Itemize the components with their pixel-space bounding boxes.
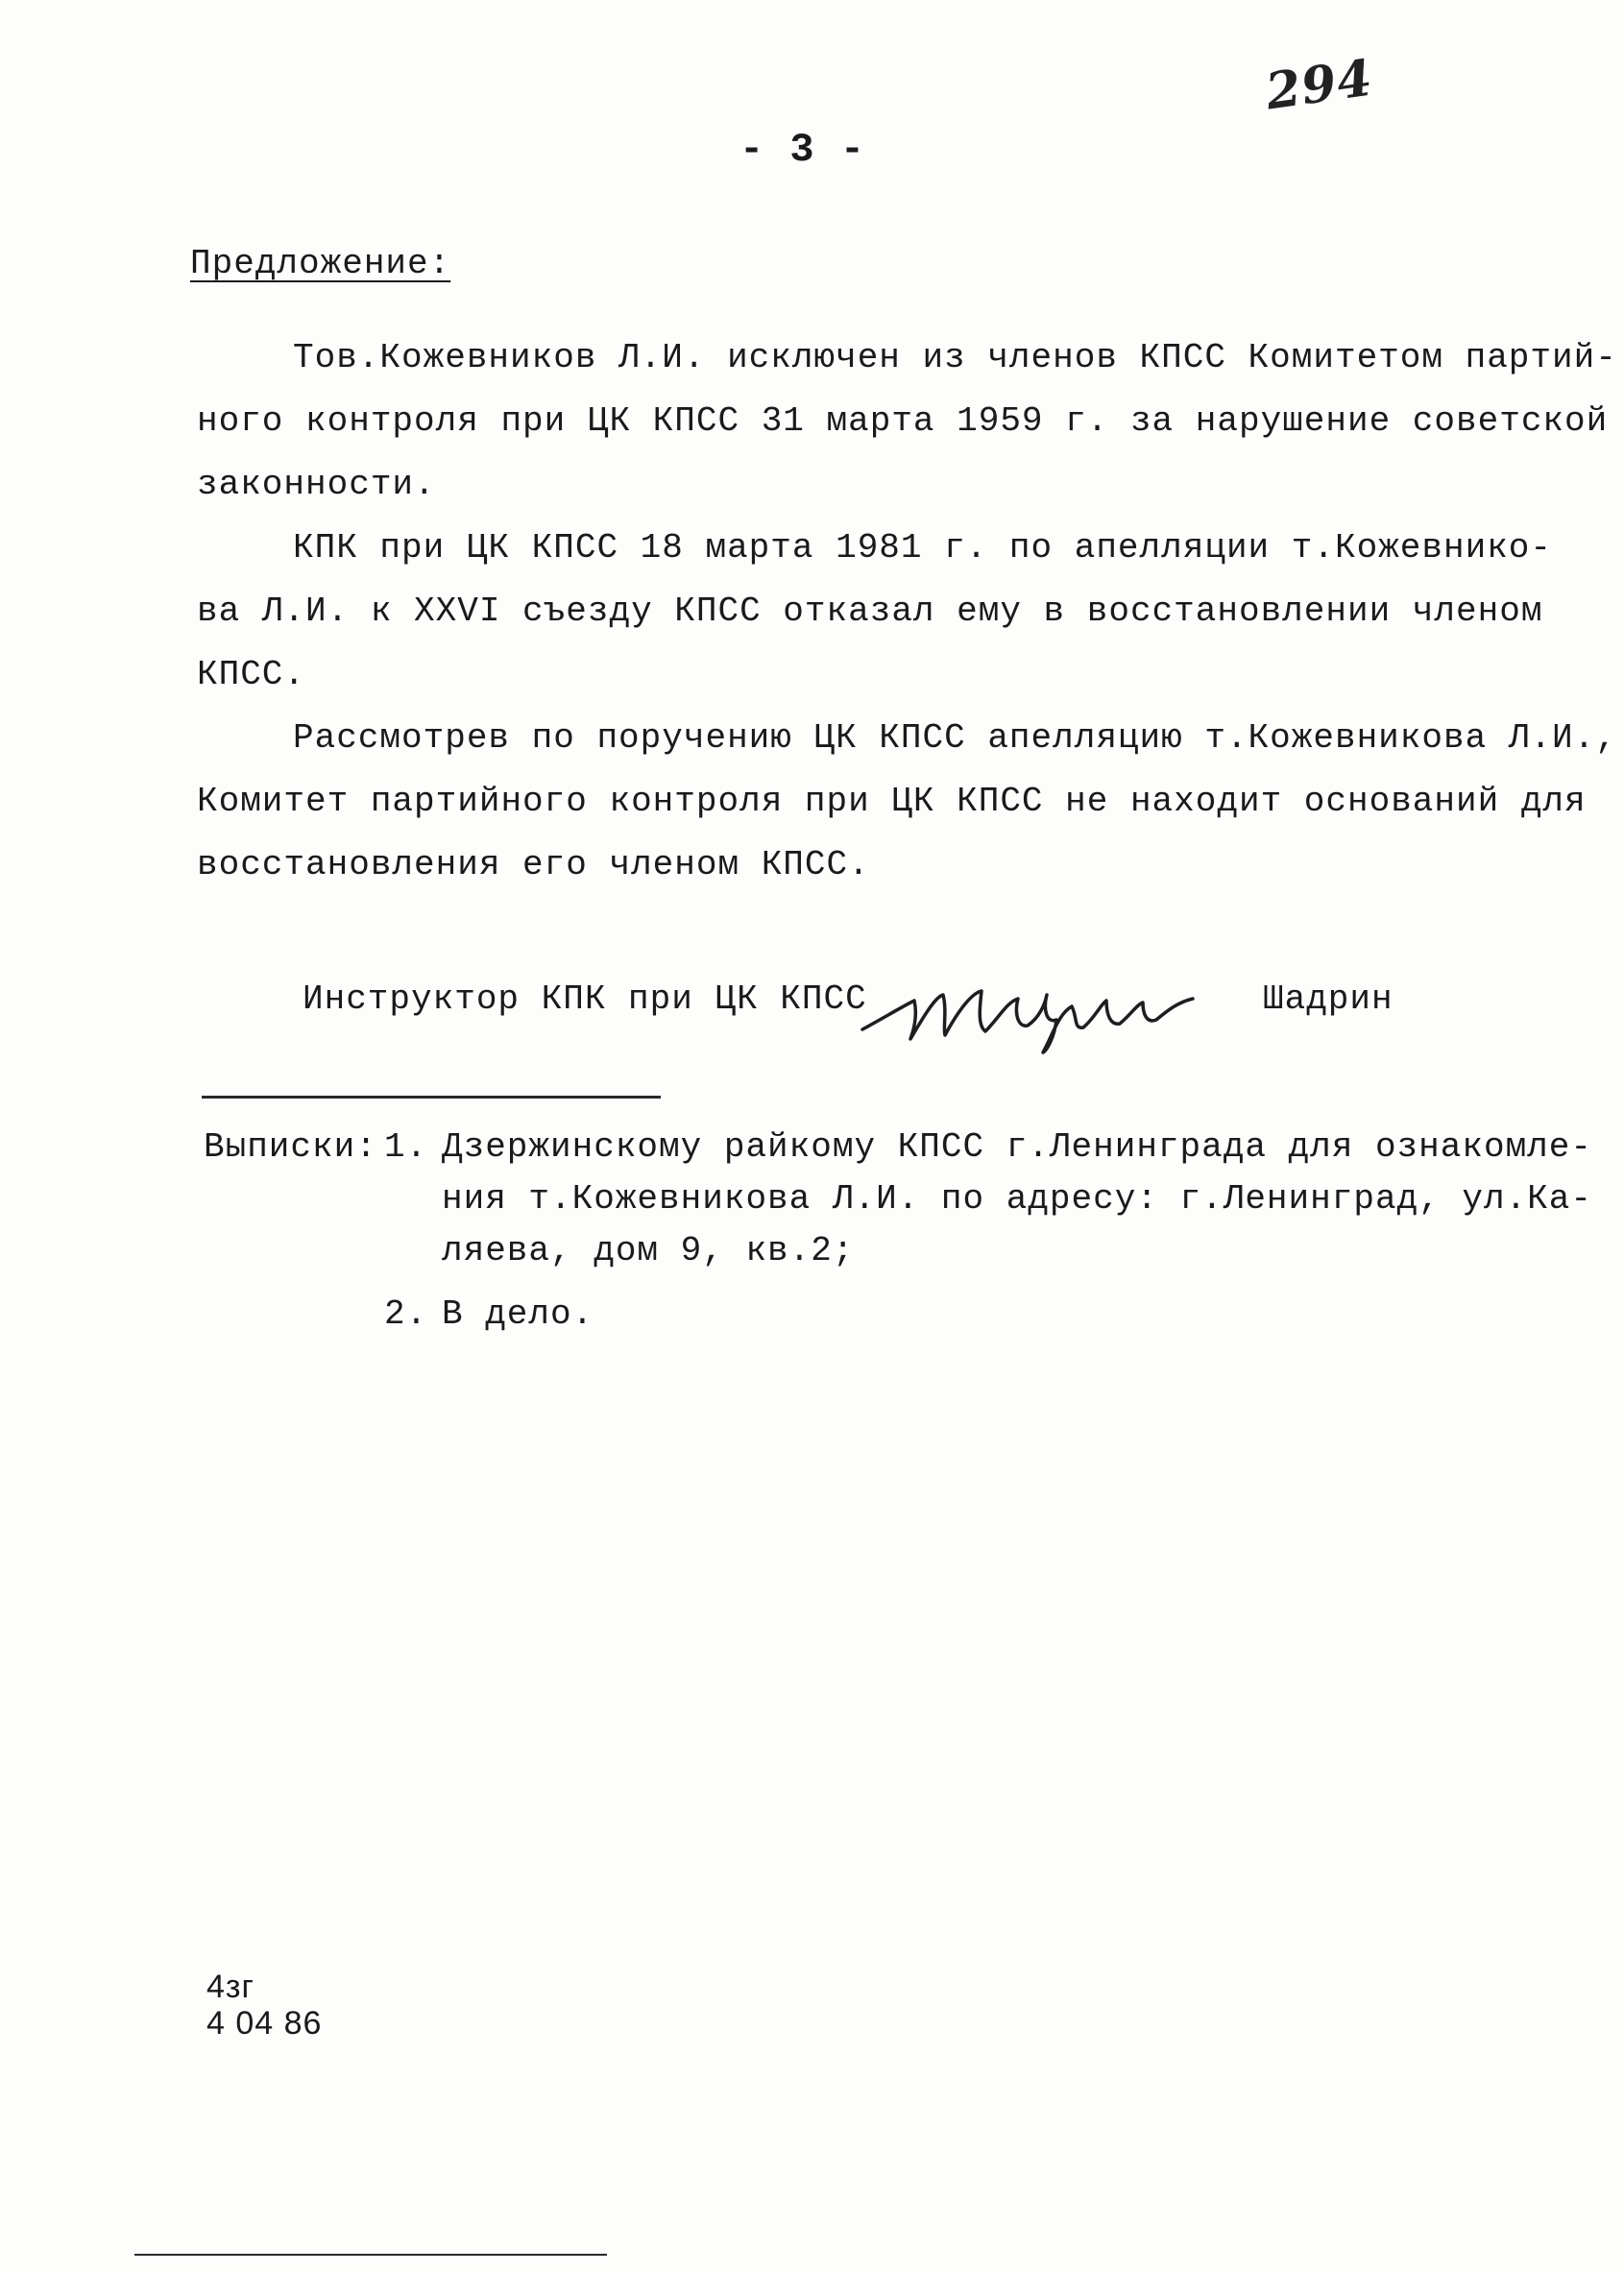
paragraph3-line: Комитет партийного контроля при ЦК КПСС не находит оснований для	[197, 782, 1587, 821]
paragraph3-line: Рассмотрев по поручению ЦК КПСС апелляцию т.Кожевникова Л.И.,	[293, 718, 1617, 758]
paragraph2-line: ва Л.И. к XXVI съезду КПСС отказал ему в восстановлении членом	[197, 592, 1543, 631]
extract-item-line: Дзержинскому райкому КПСС г.Ленинграда для ознакомле-	[442, 1127, 1592, 1167]
extract-item-number: 2.	[384, 1294, 428, 1334]
extract-item-line: ния т.Кожевникова Л.И. по адресу: г.Ленинград, ул.Ка-	[442, 1179, 1592, 1219]
signatory-name: Шадрин	[1263, 979, 1394, 1019]
footer-code: 4зг 4 04 86	[206, 1969, 323, 2042]
paragraph1-line: Тов.Кожевников Л.И. исключен из членов КПСС Комитетом партий-	[293, 338, 1617, 377]
extracts-label: Выписки:	[204, 1127, 377, 1167]
heading: Предложение:	[190, 244, 451, 283]
handwritten-signature	[855, 951, 1229, 1056]
separator-line	[202, 1096, 661, 1099]
bottom-edge-line	[134, 2254, 607, 2256]
paragraph3-line: восстановления его членом КПСС.	[197, 845, 870, 884]
paragraph2-line: КПК при ЦК КПСС 18 марта 1981 г. по апелляции т.Кожевнико-	[293, 528, 1553, 568]
paragraph2-line: КПСС.	[197, 655, 306, 694]
archive-number: 294	[1262, 48, 1377, 122]
extract-item-line: В дело.	[442, 1294, 594, 1334]
signatory-position: Инструктор КПК при ЦК КПСС	[303, 979, 867, 1019]
paragraph1-line: законности.	[197, 465, 436, 504]
extract-item-line: ляева, дом 9, кв.2;	[442, 1231, 855, 1270]
page-number: - 3 -	[739, 127, 866, 173]
paragraph1-line: ного контроля при ЦК КПСС 31 марта 1959 г. за нарушение советской	[197, 401, 1609, 441]
extract-item-number: 1.	[384, 1127, 428, 1167]
